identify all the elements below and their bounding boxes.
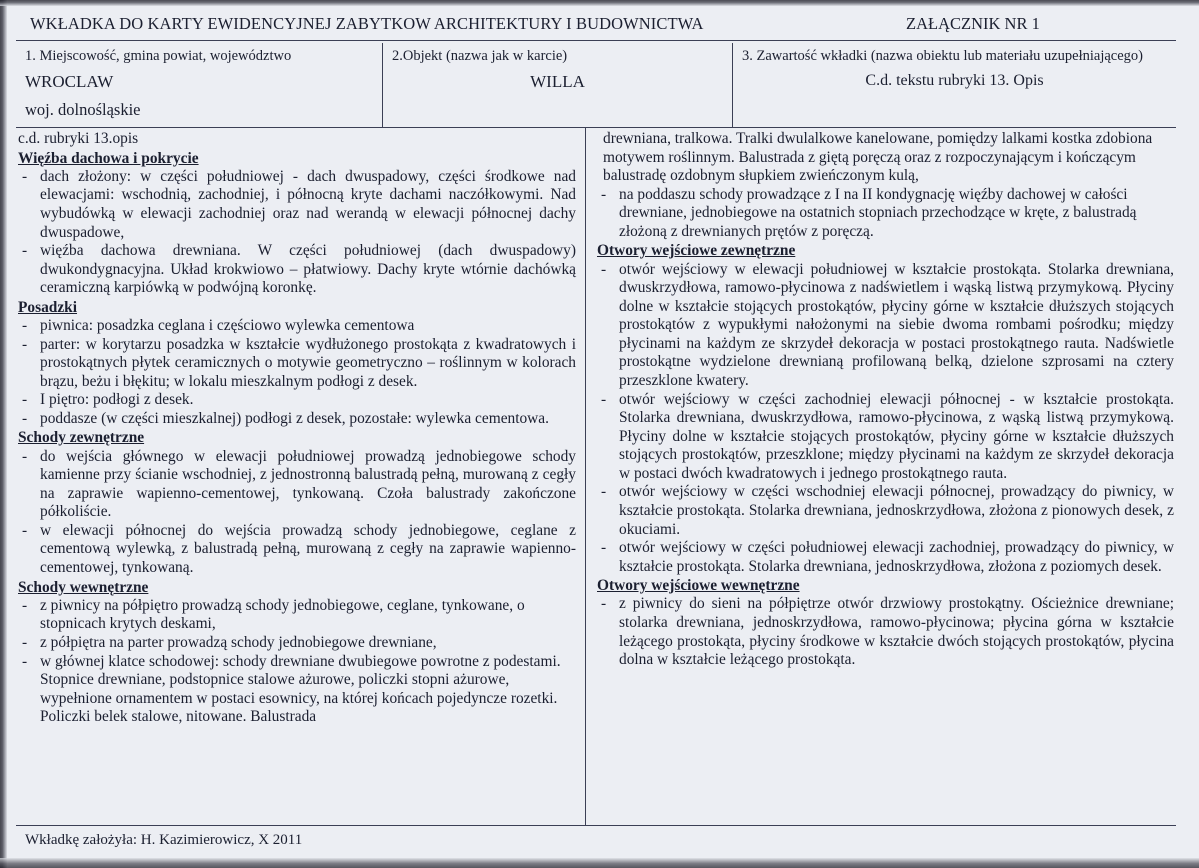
- dash-bullet-icon: -: [22, 447, 28, 465]
- locality-value: WROCLAW: [25, 72, 114, 92]
- list-item: [18, 168, 576, 242]
- list-item: [597, 483, 1174, 539]
- dash-bullet-icon: -: [22, 652, 28, 670]
- list-item-text: z piwnicy do sieni na półpiętrze otwór drzwiowy prostokątny. Ościeżnice drewniane; stolarka drewniana, jednoskrzydłowa, ramowo-płycinowa; płycina górna w kształcie leżącego prostokąta, płyciny środkowe w kształcie dwóch stojących prostokątów, płycina dolna w kształcie leżącego prostokąta.: [619, 595, 1174, 669]
- dash-bullet-icon: -: [22, 596, 28, 614]
- locality-label: 1. Miejscowość, gmina powiat, województwo: [25, 48, 292, 64]
- list-item: [18, 391, 576, 410]
- dash-bullet-icon: -: [22, 521, 28, 539]
- list-item-text: z półpiętra na parter prowadzą schody jednobiegowe drewniane,: [40, 633, 437, 651]
- dash-bullet-icon: -: [601, 260, 607, 278]
- list-item: [18, 597, 576, 634]
- header-cell-object: [382, 43, 732, 127]
- column-divider: [585, 128, 586, 825]
- list-item: [597, 261, 1174, 391]
- form-sheet: [16, 14, 1178, 854]
- object-label: 2.Objekt (nazwa jak w karcie): [392, 48, 568, 64]
- title-underline: [16, 40, 1176, 41]
- dash-bullet-icon: -: [601, 390, 607, 408]
- dash-bullet-icon: -: [601, 483, 607, 501]
- left-column: [16, 128, 582, 727]
- list-item-text: na poddaszu schody prowadzące z I na II kondygnację więźby dachowej w całości drewniane, jednobiegowe na ostatnich stopniach przechodzące w kręte, z balustradą złożoną z drewnianych prętów z poręczą.: [619, 185, 1137, 240]
- dash-bullet-icon: -: [22, 335, 28, 353]
- list-item: [597, 539, 1174, 576]
- dash-bullet-icon: -: [601, 539, 607, 557]
- list-item: [18, 522, 576, 578]
- header-cell-locality: [16, 43, 382, 127]
- annex-number: ZAŁĄCZNIK NR 1: [906, 14, 1040, 33]
- dash-bullet-icon: -: [22, 317, 28, 334]
- header-band: [16, 43, 1176, 127]
- list-item-text: otwór wejściowy w części wschodniej elewacji północnej, prowadzący do piwnicy, w kształcie prostokąta. Stolarka drewniana, jednoskrzydłowa, złożona z pionowych desek, z okuciami.: [619, 483, 1174, 538]
- list-item-text: w elewacji północnej do wejścia prowadzą schody jednobiegowe, ceglane z cementową wylewką, z balustradą pełną, murowaną z cegły na zaprawie wapienno-cementowej, tynkowaną.: [40, 521, 576, 576]
- list-item: [597, 595, 1174, 669]
- voivodeship-value: woj. dolnośląskie: [25, 100, 141, 120]
- dash-bullet-icon: -: [22, 409, 28, 427]
- content-value: C.d. tekstu rubryki 13. Opis: [865, 72, 1044, 90]
- list-item-text: więźba dachowa drewniana. W części południowej (dach dwuspadowy) dwukondygnacyjna. Układ krokwiowo – płatwiowy. Dachy kryte wtórnie dachówką ceramiczną karpiówką w podwójną koronkę.: [40, 242, 576, 297]
- list-item: [18, 634, 576, 653]
- continuation-note: c.d. rubryki 13.opis: [18, 130, 139, 147]
- list-item: [18, 242, 576, 298]
- list-item-text: I piętro: podłogi z desek.: [40, 391, 194, 409]
- list-item-text: poddasze (w części mieszkalnej) podłogi z desek, pozostałe: wylewka cementowa.: [40, 409, 549, 427]
- section-heading-interior-stairs: Schody wewnętrzne: [18, 578, 149, 596]
- list-item-text: do wejścia głównego w elewacji południowej prowadzą jednobiegowe schody kamienne przy ścianie wschodniej, z jednostronną balustradą pełną, murowaną z cegły na zaprawie wapienno-cementowej, tynkowaną. Czoła balustrady zakończone półkoliście.: [40, 447, 576, 521]
- list-item: [597, 391, 1174, 484]
- section-heading-floors: Posadzki: [18, 298, 78, 316]
- list-item-text: otwór wejściowy w elewacji południowej w kształcie prostokąta. Stolarka drewniana, dwuskrzydłowa, ramowo-płycinowa z nadświetlem i wąską listwą przymykową. Płyciny dolne w kształcie stojących prostokątów, płyciny górne w kształcie dłuższych stojących prostokątów z wypukłymi nałożonymi na siebie dwoma rombami pośrodku; między płycinami na każdym ze skrzydeł dekoracja w postaci prostokątnego rauta. Nadświetle prostokątne wydzielone drewnianą profilowaną belką, dzielone szprosami na cztery przeszklone kwatery.: [619, 260, 1174, 389]
- right-column: [591, 128, 1176, 670]
- list-item-text: otwór wejściowy w części południowej elewacji zachodniej, prowadzący do piwnicy, w kształcie prostokąta. Stolarka drewniana, jednoskrzydłowa, złożona z poziomych desek.: [619, 539, 1174, 575]
- dash-bullet-icon: -: [601, 185, 607, 203]
- continuation-text: drewniana, tralkowa. Tralki dwulalkowe kanelowane, pomiędzy lalkami kostka zdobiona motywem roślinnym. Balustrada z giętą poręczą oraz z rozpoczynającym i kończącym balustradę ozdobnym słupkiem zwieńczonym kulą,: [603, 130, 1153, 185]
- content-label: 3. Zawartość wkładki (nazwa obiektu lub materiału uzupełniającego): [742, 48, 1144, 64]
- section-heading-roof: Więźba dachowa i pokrycie: [18, 149, 199, 167]
- section-heading-exterior-stairs: Schody zewnętrzne: [18, 429, 145, 447]
- scan-bottom-edge: [0, 858, 1199, 868]
- section-heading-exterior-openings: Otwory wejściowe zewnętrzne: [597, 242, 796, 260]
- list-item-text: parter: w korytarzu posadzka w kształcie wydłużonego prostokąta z kwadratowych i prostokątnych płytek ceramicznych o motywie geometryczno – roślinnym w kolorach brązu, beżu i błękitu; w lokalu mieszkalnym podłogi z desek.: [40, 335, 576, 390]
- list-item: [597, 186, 1174, 242]
- dash-bullet-icon: -: [601, 595, 607, 613]
- list-item-text: z piwnicy na półpiętro prowadzą schody jednobiegowe, ceglane, tynkowane, o stopnicach krytych deskami,: [40, 596, 525, 633]
- list-item-text: w głównej klatce schodowej: schody drewniane dwubiegowe powrotne z podestami. Stopnice drewniane, podstopnice stalowe ażurowe, policzki stopni ażurowe, wypełnione ornamentem w postaci esownicy, na której końcach pojedyncze rozetki. Policzki belek stalowe, nitowane. Balustrada: [40, 652, 561, 726]
- dash-bullet-icon: -: [22, 391, 28, 409]
- section-heading-interior-openings: Otwory wejściowe wewnętrzne: [597, 577, 800, 595]
- list-item: [18, 448, 576, 522]
- list-item-text: dach złożony: w części południowej - dach dwuspadowy, części środkowe nad elewacjami: wschodnią, zachodniej, i północną kryte dachami naczółkowymi. Nad wybudówką w elewacji zachodniej oraz nad werandą w elewacji północnej dachy dwuspadowe,: [40, 167, 576, 241]
- footer-divider: [16, 825, 1176, 826]
- body-band: [16, 128, 1176, 825]
- footer-note: Wkładkę założyła: H. Kazimierowicz, X 2011: [25, 832, 303, 848]
- document-title: WKŁADKA DO KARTY EWIDENCYJNEJ ZABYTKOW ARCHITEKTURY I BUDOWNICTWA: [30, 14, 704, 33]
- dash-bullet-icon: -: [22, 633, 28, 651]
- dash-bullet-icon: -: [22, 167, 28, 185]
- object-value: WILLA: [530, 72, 585, 92]
- list-item: [18, 653, 576, 727]
- list-item: [18, 336, 576, 392]
- dash-bullet-icon: -: [22, 242, 28, 260]
- header-cell-content: [732, 43, 1176, 127]
- document-title-row: [16, 14, 1178, 40]
- list-item-text: piwnica: posadzka ceglana i częściowo wylewka cementowa: [40, 317, 415, 334]
- list-item: [18, 317, 576, 336]
- list-item: [18, 410, 576, 429]
- list-item-text: otwór wejściowy w części zachodniej elewacji północnej - w kształcie prostokąta. Stolarka drewniana, dwuskrzydłowa, ramowo-płycinowa, z wąską listwą przymykową. Płyciny dolne w kształcie stojących prostokątów, płyciny górne w kształcie dłuższych stojących prostokątów, przeszklone; między płycinami na każdym ze skrzydeł dekoracja w postaci dwóch kwadratowych i jednego prostokątnego rauta.: [619, 390, 1174, 482]
